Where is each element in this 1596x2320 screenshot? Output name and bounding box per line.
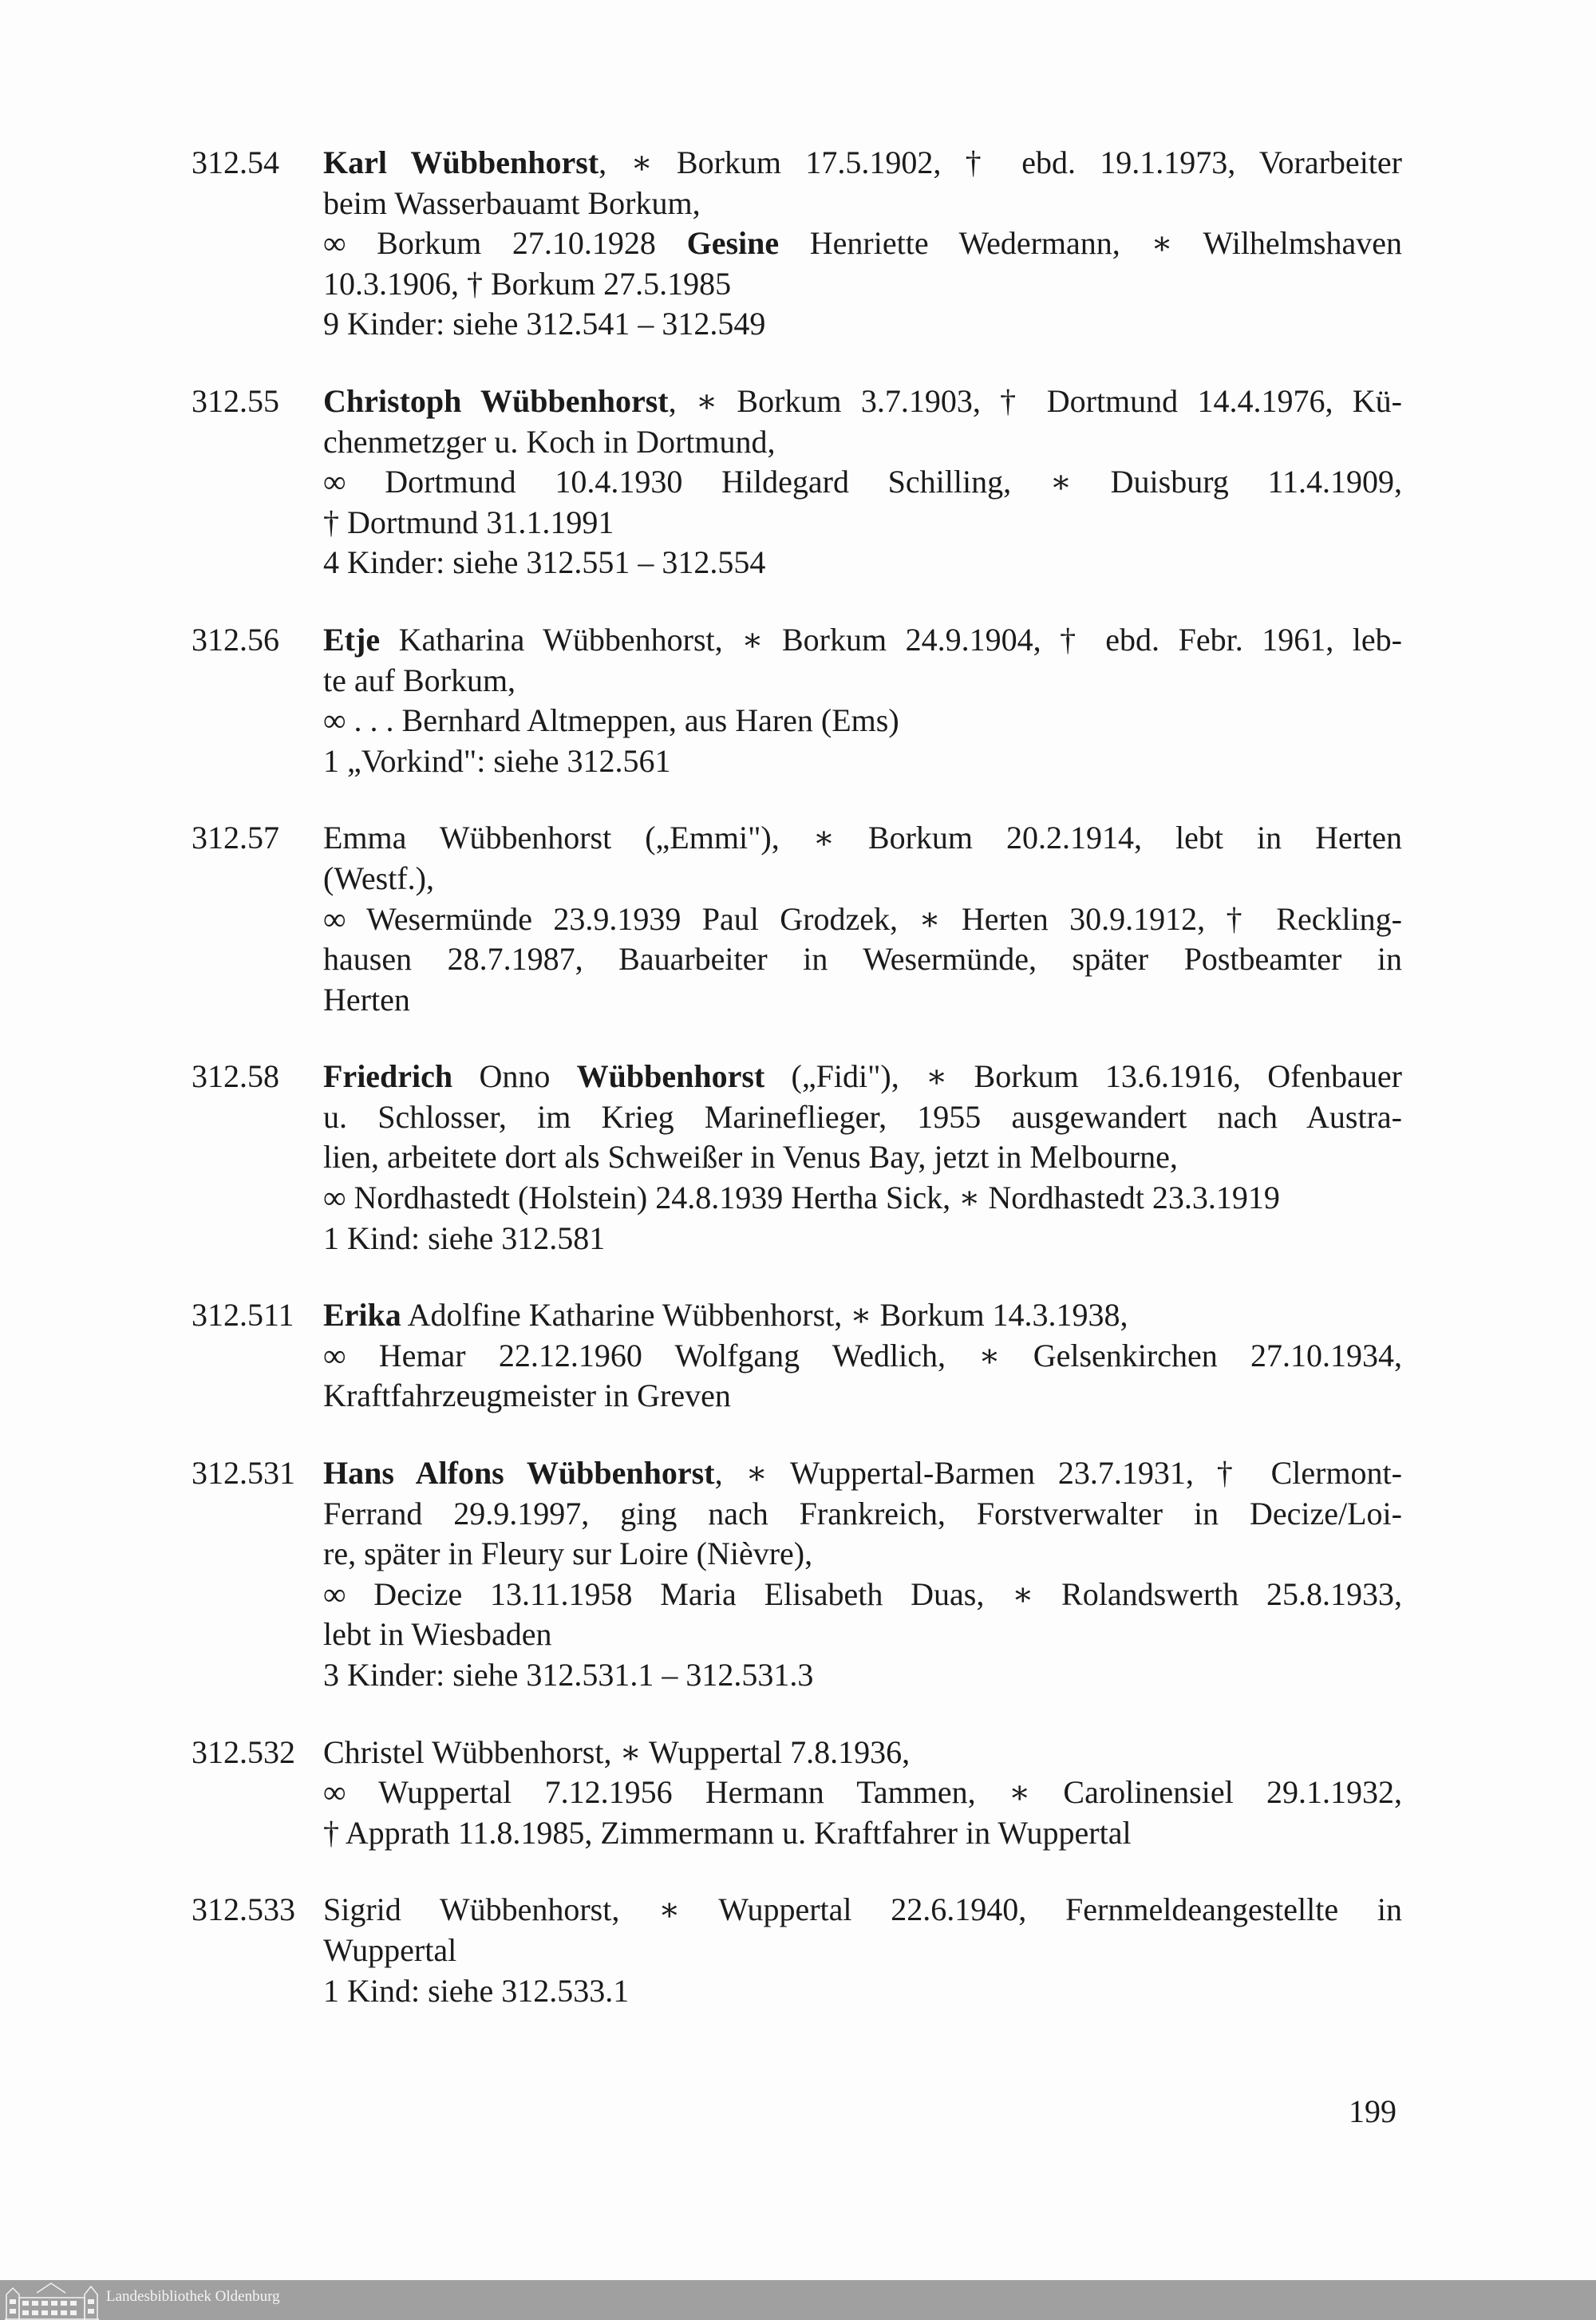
entry-line <box>323 620 1402 661</box>
entry-line <box>323 304 1402 345</box>
entry-line <box>323 184 1402 224</box>
entry-text-segment: (Westf.), <box>323 860 434 896</box>
entry-line <box>323 1178 1402 1219</box>
library-footer-bar <box>0 2280 1596 2320</box>
entry-text-segment: u. Schlosser, im Krieg Marineflieger, 1955 ausgewandert nach Austra- <box>323 1098 1402 1135</box>
genealogy-entry <box>192 1057 1402 1259</box>
entry-line <box>323 223 1402 264</box>
entry-line <box>323 1733 1402 1773</box>
person-name-bold: Etje <box>323 621 381 658</box>
genealogy-entry <box>192 818 1402 1020</box>
entry-line <box>323 1971 1402 2012</box>
entry-line <box>323 1813 1402 1854</box>
entry-text-segment: ∞ Dortmund 10.4.1930 Hildegard Schilling, ∗ Duisburg 11.4.1909, <box>323 464 1402 500</box>
entry-text-segment: („Fidi"), ∗ Borkum 13.6.1916, Ofenbauer <box>764 1058 1402 1095</box>
entry-line <box>323 859 1402 899</box>
entry-text-segment: , ∗ Borkum 3.7.1903, † Dortmund 14.4.1976, Kü- <box>668 382 1402 419</box>
entry-text-segment: , ∗ Borkum 17.5.1902, † ebd. 19.1.1973, Vorarbeiter <box>598 144 1402 180</box>
entry-line <box>323 818 1402 859</box>
entry-text-segment: Herten <box>323 981 410 1018</box>
entry-number: 312.58 <box>192 1058 279 1095</box>
person-name-bold: Friedrich <box>323 1058 453 1095</box>
entry-text <box>323 620 1402 781</box>
library-name: Landesbibliothek Oldenburg <box>106 2288 280 2305</box>
entry-line <box>323 1336 1402 1377</box>
entry-text-segment: ∞ Wesermünde 23.9.1939 Paul Grodzek, ∗ Herten 30.9.1912, † Reckling- <box>323 900 1402 937</box>
entry-text-segment: 10.3.1906, † Borkum 27.5.1985 <box>323 265 732 302</box>
person-name-bold: Gesine <box>686 225 780 262</box>
genealogy-entry <box>192 143 1402 345</box>
entry-line <box>323 661 1402 702</box>
entry-text-segment: Onno <box>452 1058 577 1095</box>
entry-line <box>323 1376 1402 1417</box>
entry-text-segment: ∞ Hemar 22.12.1960 Wolfgang Wedlich, ∗ Gelsenkirchen 27.10.1934, <box>323 1337 1402 1373</box>
entry-number: 312.531 <box>192 1455 295 1492</box>
entry-text-segment: ∞ Wuppertal 7.12.1956 Hermann Tammen, ∗ Carolinensiel 29.1.1932, <box>323 1774 1402 1811</box>
entry-line <box>323 939 1402 980</box>
entry-number: 312.54 <box>192 144 279 180</box>
entry-line <box>323 1137 1402 1178</box>
entry-line <box>323 381 1402 422</box>
entry-line <box>323 1494 1402 1535</box>
entry-line <box>323 422 1402 463</box>
entry-text-segment: beim Wasserbauamt Borkum, <box>323 184 701 221</box>
library-building-icon <box>5 2282 99 2320</box>
entry-line <box>323 143 1402 184</box>
genealogy-entries <box>192 143 1402 2048</box>
person-name-bold: Wübbenhorst <box>576 1058 765 1095</box>
entry-line <box>323 1453 1402 1494</box>
entry-text-segment: ∞ Borkum 27.10.1928 <box>323 225 687 262</box>
entry-text-segment: chenmetzger u. Koch in Dortmund, <box>323 423 776 460</box>
entry-text-segment: ∞ Decize 13.11.1958 Maria Elisabeth Duas, ∗ Rolandswerth 25.8.1933, <box>323 1575 1402 1612</box>
entry-line <box>323 462 1402 503</box>
entry-text-segment: te auf Borkum, <box>323 662 516 698</box>
genealogy-entry <box>192 1890 1402 2011</box>
genealogy-entry <box>192 1295 1402 1417</box>
entry-line <box>323 1931 1402 1971</box>
entry-text <box>323 1057 1402 1259</box>
entry-text-segment: re, später in Fleury sur Loire (Nièvre), <box>323 1535 813 1572</box>
entry-text-segment: Kraftfahrzeugmeister in Greven <box>323 1377 731 1414</box>
entry-number: 312.511 <box>192 1297 294 1334</box>
entry-text-segment: 1 „Vorkind": siehe 312.561 <box>323 742 671 779</box>
entry-text-segment: Katharina Wübbenhorst, ∗ Borkum 24.9.1904, † ebd. Febr. 1961, leb- <box>380 621 1402 658</box>
entry-text <box>323 1295 1402 1417</box>
genealogy-entry <box>192 1733 1402 1854</box>
entry-text <box>323 143 1402 345</box>
entry-text-segment: 1 Kind: siehe 312.533.1 <box>323 1972 630 2009</box>
entry-text-segment: Henriette Wedermann, ∗ Wilhelmshaven <box>779 225 1402 262</box>
entry-line <box>323 899 1402 940</box>
entry-line <box>323 1097 1402 1138</box>
entry-line <box>323 1219 1402 1259</box>
entry-line <box>323 503 1402 543</box>
page-number: 199 <box>1349 2093 1396 2129</box>
entry-text-segment: 3 Kinder: siehe 312.531.1 – 312.531.3 <box>323 1657 814 1693</box>
entry-text-segment: lebt in Wiesbaden <box>323 1616 552 1653</box>
entry-text-segment: Sigrid Wübbenhorst, ∗ Wuppertal 22.6.1940, Fernmeldeangestellte in <box>323 1891 1402 1928</box>
entry-line <box>323 1295 1402 1336</box>
entry-text-segment: Christel Wübbenhorst, ∗ Wuppertal 7.8.1936, <box>323 1733 911 1770</box>
person-name-bold: Erika <box>323 1297 401 1334</box>
entry-text-segment: lien, arbeitete dort als Schweißer in Venus Bay, jetzt in Melbourne, <box>323 1139 1178 1176</box>
person-name-bold: Karl Wübbenhorst <box>323 144 599 180</box>
entry-text-segment: 1 Kind: siehe 312.581 <box>323 1219 606 1256</box>
entry-text-segment: Adolfine Katharine Wübbenhorst, ∗ Borkum 14.3.1938, <box>401 1297 1128 1334</box>
entry-text-segment: Emma Wübbenhorst („Emmi"), ∗ Borkum 20.2.1914, lebt in Herten <box>323 820 1402 856</box>
genealogy-entry <box>192 620 1402 781</box>
entry-text <box>323 1890 1402 2011</box>
entry-text <box>323 381 1402 583</box>
entry-text <box>323 818 1402 1020</box>
entry-text-segment: Ferrand 29.9.1997, ging nach Frankreich, Forstverwalter in Decize/Loi- <box>323 1495 1402 1532</box>
entry-text-segment: † Dortmund 31.1.1991 <box>323 504 614 540</box>
entry-text-segment: ∞ Nordhastedt (Holstein) 24.8.1939 Hertha Sick, ∗ Nordhastedt 23.3.1919 <box>323 1180 1280 1216</box>
entry-text-segment: 4 Kinder: siehe 312.551 – 312.554 <box>323 544 766 581</box>
person-name-bold: Hans Alfons Wübbenhorst <box>323 1455 715 1492</box>
entry-text-segment: , ∗ Wuppertal-Barmen 23.7.1931, † Clermont- <box>714 1455 1402 1492</box>
entry-text <box>323 1453 1402 1696</box>
entry-number: 312.57 <box>192 820 279 856</box>
entry-text <box>323 1733 1402 1854</box>
entry-number: 312.533 <box>192 1891 295 1928</box>
entry-line <box>323 1534 1402 1575</box>
entry-line <box>323 1655 1402 1696</box>
genealogy-entry <box>192 381 1402 583</box>
entry-line <box>323 701 1402 741</box>
entry-line <box>323 1615 1402 1655</box>
entry-line <box>323 1575 1402 1615</box>
entry-number: 312.532 <box>192 1733 295 1770</box>
entry-line <box>323 264 1402 305</box>
entry-number: 312.55 <box>192 382 279 419</box>
genealogy-entry <box>192 1453 1402 1696</box>
entry-text-segment: Wuppertal <box>323 1931 457 1968</box>
entry-text-segment: 9 Kinder: siehe 312.541 – 312.549 <box>323 306 766 342</box>
entry-line <box>323 1890 1402 1931</box>
entry-line <box>323 1773 1402 1813</box>
person-name-bold: Christoph Wübbenhorst <box>323 382 669 419</box>
entry-number: 312.56 <box>192 621 279 658</box>
entry-text-segment: † Apprath 11.8.1985, Zimmermann u. Kraftfahrer in Wuppertal <box>323 1814 1132 1851</box>
entry-text-segment: hausen 28.7.1987, Bauarbeiter in Wesermünde, später Postbeamter in <box>323 941 1402 978</box>
entry-line <box>323 1057 1402 1097</box>
entry-line <box>323 543 1402 583</box>
entry-line <box>323 980 1402 1021</box>
entry-text-segment: ∞ . . . Bernhard Altmeppen, aus Haren (Ems) <box>323 702 899 739</box>
entry-line <box>323 741 1402 782</box>
